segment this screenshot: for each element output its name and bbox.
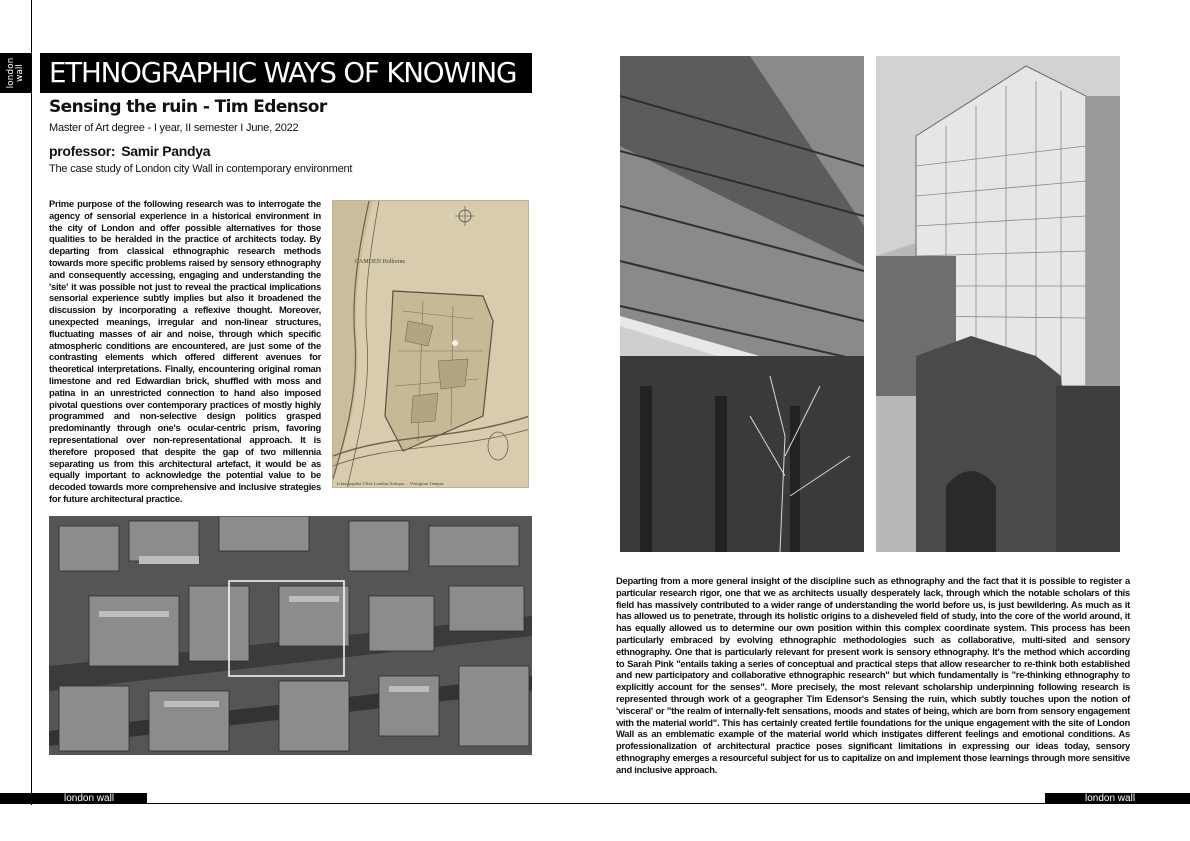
page-title: ETHNOGRAPHIC WAYS OF KNOWING bbox=[40, 53, 532, 93]
footer-label-right: london wall bbox=[1045, 793, 1190, 804]
case-study-line: The case study of London city Wall in contemporary environment bbox=[49, 163, 353, 175]
side-tab-label: london wall bbox=[5, 57, 25, 89]
building-photo-glass-facade bbox=[620, 56, 864, 552]
building-photo-london-wall-ruin bbox=[876, 56, 1120, 552]
building-photo-1-drawing bbox=[620, 56, 864, 552]
professor-name: Samir Pandya bbox=[121, 143, 211, 159]
aerial-photo-drawing bbox=[49, 516, 532, 755]
aerial-photo bbox=[49, 516, 532, 755]
map-caption: Ichnographia Urbis Londini Antiqua ... Vestigium Tempus bbox=[337, 481, 444, 486]
footer-label-left: london wall bbox=[0, 793, 147, 804]
historic-map-drawing bbox=[333, 201, 529, 488]
building-photo-2-drawing bbox=[876, 56, 1120, 552]
professor-label: professor: bbox=[49, 143, 116, 159]
footer-rule bbox=[0, 803, 1190, 804]
body-paragraph-1: Prime purpose of the following research was to interrogate the agency of sensorial experience in a historical environment in the city of London and offer possible alternatives for those qualities to be heralded in the practice of architects today. By departing from classical ethnographic research methods towards more specific problems raised by sensory ethnography and consequently accessing, engaging and understanding the 'site' it was possible not just to reveal the practical implications sensorial experience subtly implies but also it broadened the discussion by incorporating a reflexive thought. Moreover, unexpected meanings, irregular and non-linear structures, fluctuating masses of air and noise, through which specific atmospheric conditions are encountered, are just some of the contrasting elements which offered different avenues for theoretical interpretations. Finally, encountering original roman limestone and red Edwardian brick, shuffled with moss and patina in an unrestricted connection to hand also imposed pivotal questions over contemporary practices of mostly highly programmed and non-selective design politics grasped predominantly through one's ocular-centric prism, favoring representational over non-representational approach. It is therefore proposed that despite the gap of two millennia separating us from this architectural artefact, it would be as equally important to acknowledge the potential value to be decoded towards more comprehensive and inclusive strategies for future architectural practice. bbox=[49, 198, 321, 504]
map-label-top: CAMDEN Holborne bbox=[355, 259, 406, 265]
historic-map-image bbox=[332, 200, 529, 488]
degree-line: Master of Art degree - I year, II semester I June, 2022 bbox=[49, 122, 299, 134]
side-tab bbox=[0, 53, 31, 93]
professor-line bbox=[49, 143, 210, 159]
body-paragraph-2: Departing from a more general insight of the discipline such as ethnography and the fact that it is possible to register a particular research rigor, one that we as architects usually desperately lack, through which the notable scholars of this field has massively contributed to a wider range of understanding the world before us, is just bewildering. As much as it has allowed us to penetrate, through its holistic origins to a disheveled field of study, into the core of the world around, it has equally allowed us to determine our own position within this complex coordinate system. This process has been particularly embraced by evolving ethnographic methodologies such as collaborative, multi-sited and sensory ethnography. One that is particularly relevant for present work is sensory ethnography. It's the method which according to Sarah Pink "entails taking a series of conceptual and practical steps that allow researcher to re-think both established and new participatory and collaborative ethnographic research" but which fundamentally is "re-thinking ethnography to explicitly account for the senses". More precisely, the most relevant scholarship underpinning following research is represented through work of a geographer Tim Edensor's Sensing the ruin, which subtly touches upon the notion of 'visceral' or "the realm of internally-felt sensations, moods and states of being, which are born from sensory engagement with the material world". This has certainly created fertile foundations for the unique engagement with the site of London Wall as an emblematic example of the material world which instigates different feelings and emotional conditions. As professionalization of architectural practice poses significant limitations in expressing our ideas today, sensory ethnography emerges a resourceful subject for us to capitalize on and implement those learnings through more sensitive and inclusive approach. bbox=[616, 575, 1130, 775]
left-margin-rule bbox=[31, 0, 32, 805]
subtitle: Sensing the ruin - Tim Edensor bbox=[49, 97, 327, 117]
